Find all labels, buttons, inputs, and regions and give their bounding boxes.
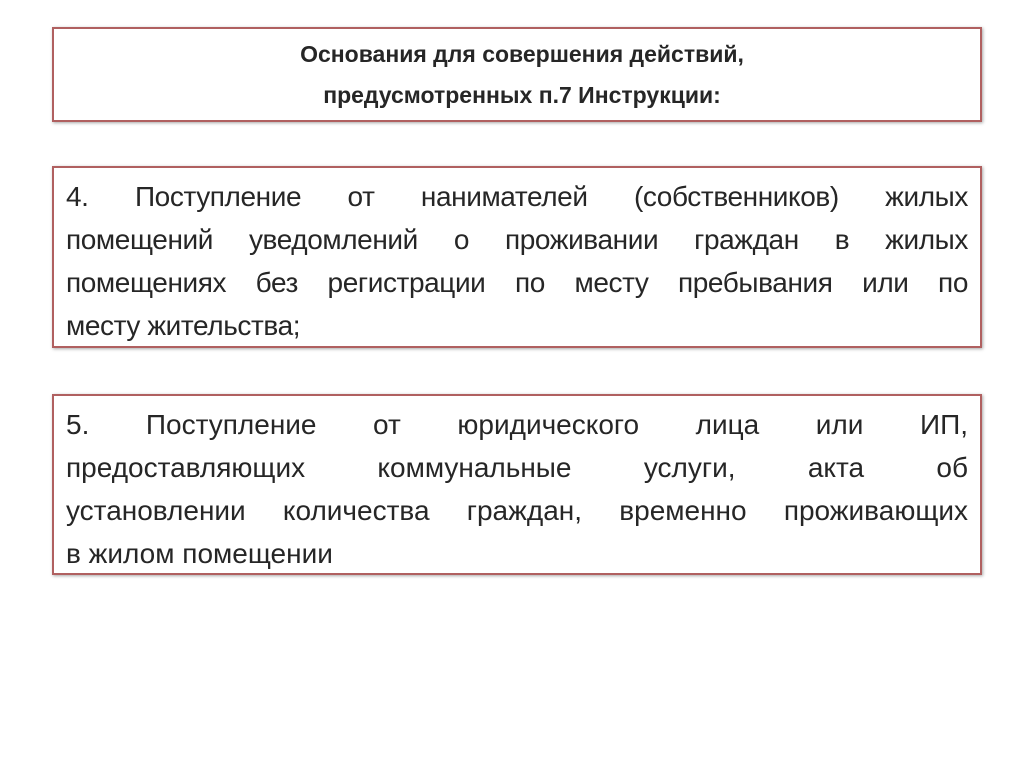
item-5-line-4: в жилом помещении: [66, 538, 333, 569]
item-5-line-2: предоставляющих коммунальные услуги, акта об: [66, 452, 968, 483]
item-5-line-1: 5. Поступление от юридического лица или ИП,: [66, 409, 968, 440]
slide-title-line-1: Основания для совершения действий,: [300, 40, 744, 67]
item-4-line-2: помещений уведомлений о проживании граждан в жилых: [66, 224, 968, 255]
item-box-5: [52, 394, 982, 575]
item-text-5: [66, 403, 968, 575]
item-5-line-3: установлении количества граждан, временно проживающих: [66, 495, 968, 526]
item-box-4: [52, 166, 982, 348]
item-4-line-1: 4. Поступление от нанимателей (собственников) жилых: [66, 181, 968, 212]
item-4-line-4: месту жительства;: [66, 310, 301, 341]
title-box: [52, 27, 982, 122]
slide-title: [290, 34, 744, 116]
item-4-line-3: помещениях без регистрации по месту пребывания или по: [66, 267, 968, 298]
item-text-4: [66, 175, 968, 347]
slide-title-line-2: предусмотренных п.7 Инструкции:: [323, 81, 721, 108]
